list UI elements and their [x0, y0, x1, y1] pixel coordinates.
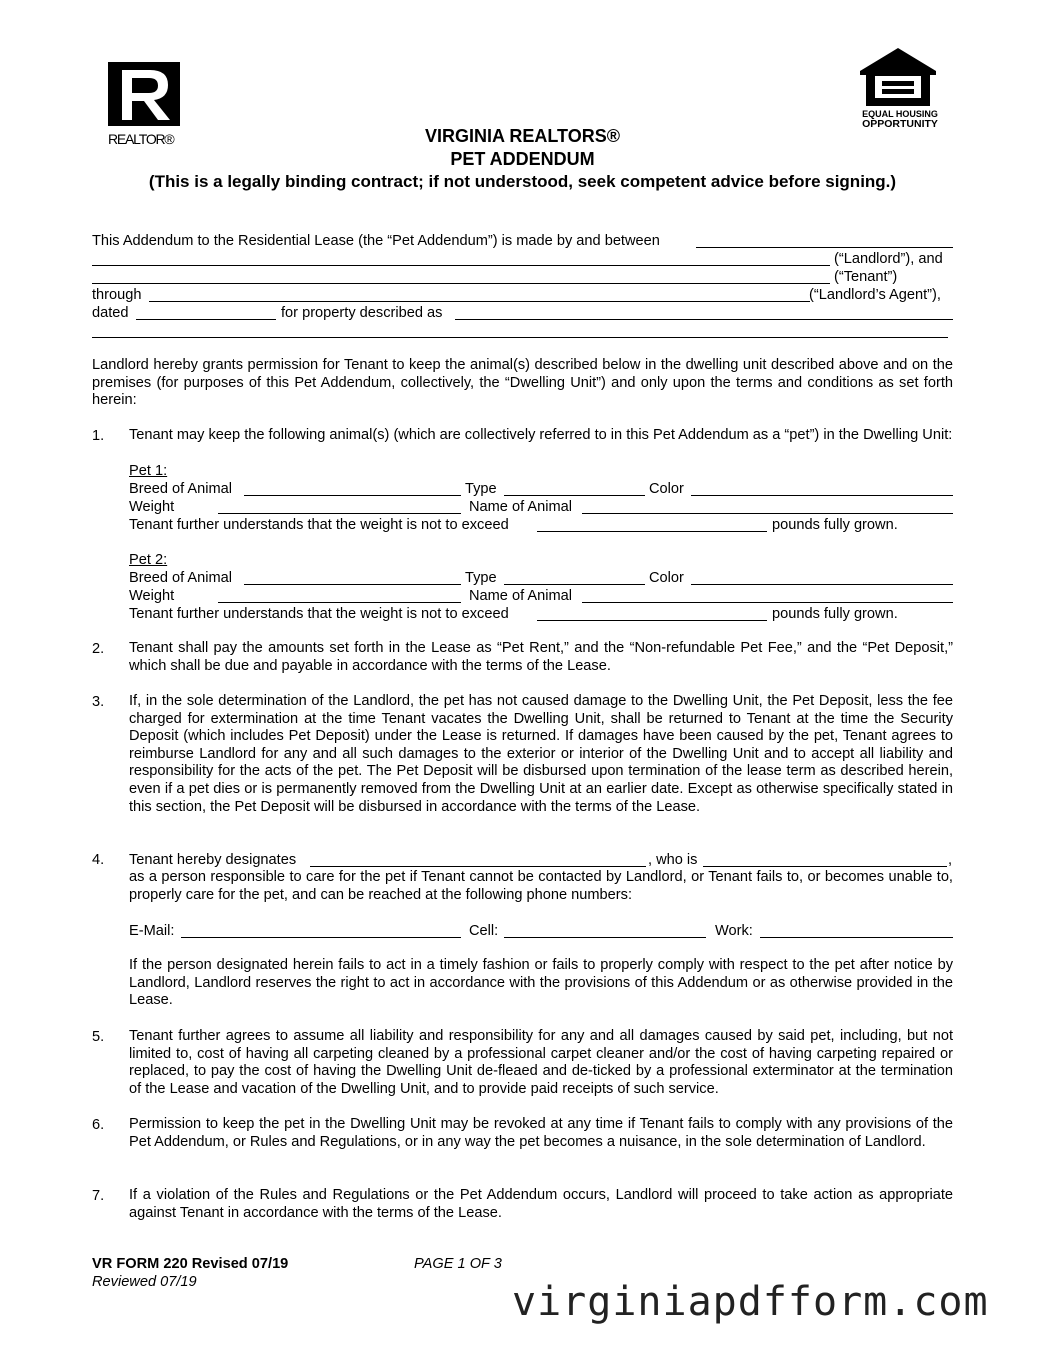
section-1-number: 1. — [92, 428, 105, 444]
section-6-number: 6. — [92, 1117, 105, 1133]
pet-1-weight-label: Weight — [129, 499, 175, 515]
subtitle: (This is a legally binding contract; if not understood, seek competent advice before signing.) — [148, 172, 897, 191]
form-id: VR FORM 220 Revised 07/19 — [92, 1256, 289, 1272]
section-7-number: 7. — [92, 1188, 105, 1204]
who-is-label: , who is — [648, 852, 698, 868]
landlord-name-field[interactable] — [696, 247, 953, 248]
reviewed-date: Reviewed 07/19 — [92, 1274, 197, 1290]
pet-2-breed-label: Breed of Animal — [129, 570, 233, 586]
pet-1-type-label: Type — [465, 481, 497, 497]
title-line-1: VIRGINIA REALTORS® — [425, 126, 620, 146]
date-field[interactable] — [136, 319, 276, 320]
pet-2-weight-label: Weight — [129, 588, 175, 604]
equal-housing-text-2: OPPORTUNITY — [862, 118, 938, 130]
agent-label: (“Landlord’s Agent”), — [809, 287, 941, 303]
pet-2-type-label: Type — [465, 570, 497, 586]
equal-housing-text-1: EQUAL HOUSING — [862, 109, 938, 119]
landlord-name-field-2[interactable] — [92, 265, 830, 266]
work-field[interactable] — [760, 937, 953, 938]
pet-2-heading: Pet 2: — [129, 552, 168, 568]
section-2-text: Tenant shall pay the amounts set forth in the Lease as “Pet Rent,” and the “Non-refundable Pet Fee,” and the “Pet Deposit,” which shall be due and payable in accordance with the terms of the Lease. — [129, 640, 953, 674]
page-number: PAGE 1 OF 3 — [414, 1256, 502, 1272]
section-4-continuation: as a person responsible to care for the pet if Tenant cannot be contacted by Landlord, or Tenant fails to, or becomes unable to, properly care for the pet, and can be reached at the following phone numbers: — [129, 869, 953, 903]
pet-1-color-field[interactable] — [691, 495, 953, 496]
section-6-text: Permission to keep the pet in the Dwelling Unit may be revoked at any time if Tenant fails to comply with any provisions of the Pet Addendum, or Rules and Regulations, or in any way the pet becomes a nuisance, in the sole determination of Landlord. — [129, 1116, 953, 1150]
designee-name-field[interactable] — [310, 866, 646, 867]
section-3-number: 3. — [92, 694, 105, 710]
pet-2-type-field[interactable] — [504, 584, 645, 585]
property-field[interactable] — [455, 319, 953, 320]
section-3-text: If, in the sole determination of the Landlord, the pet has not caused damage to the Dwelling Unit, the Pet Deposit, less the fee charged for extermination at the time Tenant vacates the Dwelling Unit, shall be returned to Tenant at the time the Security Deposit (which includes Pet Deposit) under the Lease is returned. If damages have been caused by the pet, Tenant agrees to reimburse Landlord for any and all such damages to the exterior or interior of the Dwelling Unit and to accept all liability and responsibility for the acts of the pet. The Pet Deposit will be disbursed upon termination of the lease term as described herein, even if a pet dies or is permanently removed from the Dwelling Unit at an earlier date. Except as otherwise specifically stated in this section, the Pet Deposit will be disbursed in accordance with the terms of the Lease. — [129, 693, 953, 815]
agent-name-field[interactable] — [149, 301, 810, 302]
pet-2-color-field[interactable] — [691, 584, 953, 585]
email-field[interactable] — [181, 937, 461, 938]
pet-2-max-weight-label: Tenant further understands that the weight is not to exceed — [129, 606, 509, 622]
section-4-number: 4. — [92, 852, 105, 868]
pet-1-max-weight-field[interactable] — [537, 531, 767, 532]
intro-text: This Addendum to the Residential Lease (the “Pet Addendum”) is made by and between — [92, 233, 660, 249]
watermark: virginiapdfform.com — [512, 1279, 989, 1325]
email-label: E-Mail: — [129, 923, 175, 939]
tenant-label: (“Tenant”) — [834, 269, 898, 285]
grant-paragraph: Landlord hereby grants permission for Tenant to keep the animal(s) described below in the dwelling unit described above and on the premises (for purposes of this Pet Addendum, collectively, the “Dwelling Unit”) and only upon the terms and conditions as set forth herein: — [92, 357, 953, 409]
designee-relation-field[interactable] — [703, 866, 947, 867]
section-5-text: Tenant further agrees to assume all liability and responsibility for any and all damages caused by said pet, including, but not limited to, cost of having all carpeting cleaned by a professional carpet cleaner and/or the cost of having carpeting repaired or replaced, to pay the cost of having the Dwelling Unit de-fleaed and de-ticked by a professional exterminator at the termination of the Lease and vacation of the Dwelling Unit, and to provide paid receipts of such service. — [129, 1028, 953, 1097]
pet-2-breed-field[interactable] — [244, 584, 461, 585]
property-field-2[interactable] — [92, 337, 948, 338]
pet-1-color-label: Color — [649, 481, 684, 497]
pet-2-name-field[interactable] — [582, 602, 953, 603]
tenant-name-field[interactable] — [92, 283, 830, 284]
realtor-logo-text: REALTOR® — [108, 131, 174, 147]
pet-1-name-label: Name of Animal — [469, 499, 573, 515]
pet-2-name-label: Name of Animal — [469, 588, 573, 604]
pet-1-breed-label: Breed of Animal — [129, 481, 233, 497]
pet-1-max-weight-label: Tenant further understands that the weight is not to exceed — [129, 517, 509, 533]
pet-2-weight-field[interactable] — [218, 602, 461, 603]
pet-1-breed-field[interactable] — [244, 495, 461, 496]
pet-2-max-weight-field[interactable] — [537, 620, 767, 621]
section-2-number: 2. — [92, 641, 105, 657]
section-7-text: If a violation of the Rules and Regulations or the Pet Addendum occurs, Landlord will proceed to take action as appropriate against Tenant in accordance with the terms of the Lease. — [129, 1187, 953, 1221]
cell-field[interactable] — [504, 937, 706, 938]
pet-2-color-label: Color — [649, 570, 684, 586]
designates-label: Tenant hereby designates — [129, 852, 297, 868]
pet-1-name-field[interactable] — [582, 513, 953, 514]
section-5-number: 5. — [92, 1029, 105, 1045]
pet-1-weight-field[interactable] — [218, 513, 461, 514]
section-1-intro: Tenant may keep the following animal(s) (which are collectively referred to in this Pet Addendum as a “pet”) in the Dwelling Unit: — [129, 427, 953, 443]
who-is-comma: , — [948, 852, 953, 868]
work-label: Work: — [715, 923, 753, 939]
pet-2-pounds-label: pounds fully grown. — [772, 606, 898, 622]
title-line-2: PET ADDENDUM — [450, 149, 595, 169]
pet-1-pounds-label: pounds fully grown. — [772, 517, 898, 533]
section-4-fail-text: If the person designated herein fails to act in a timely fashion or fails to properly comply with respect to the pet after notice by Landlord, Landlord reserves the right to act in accordance with the provisions of this Addendum or as otherwise provided in the Lease. — [129, 957, 953, 1009]
equal-housing-logo — [856, 45, 940, 135]
equal-housing-house-icon — [856, 45, 940, 107]
cell-label: Cell: — [469, 923, 499, 939]
property-label: for property described as — [281, 305, 443, 321]
pet-1-type-field[interactable] — [504, 495, 645, 496]
dated-label: dated — [92, 305, 129, 321]
landlord-label: (“Landlord”), and — [834, 251, 943, 267]
pet-1-heading: Pet 1: — [129, 463, 168, 479]
through-label: through — [92, 287, 142, 303]
